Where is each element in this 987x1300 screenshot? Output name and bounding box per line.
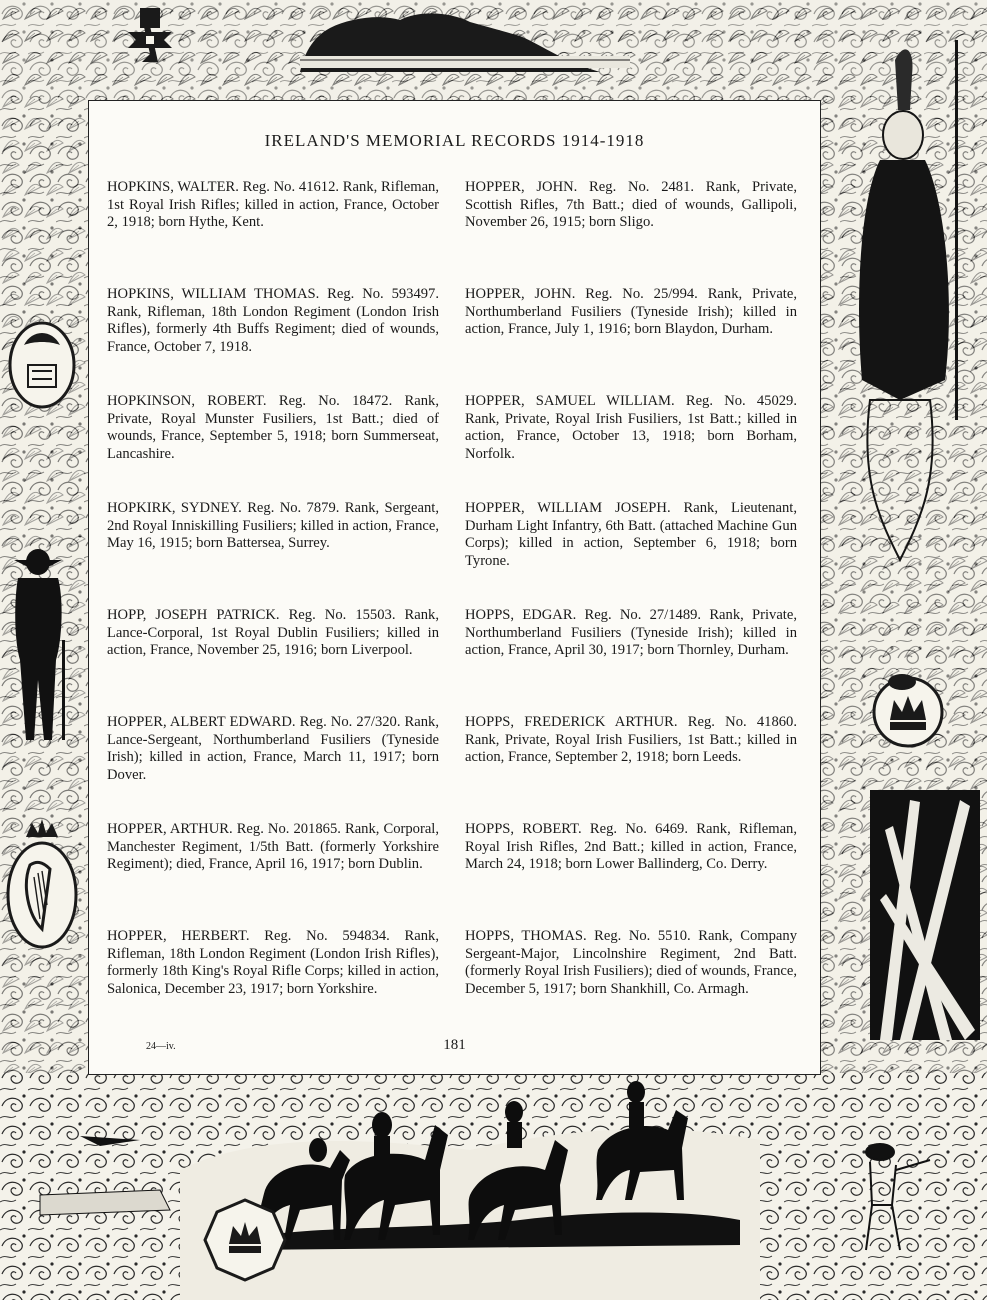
record-entry: HOPPS, FREDERICK ARTHUR. Reg. No. 41860. Rank, Private, Royal Irish Fusiliers, 1st Batt.; killed in action, France, September 2, 1918; born Leeds.	[465, 714, 797, 765]
record-entry: HOPPS, THOMAS. Reg. No. 5510. Rank, Company Sergeant-Major, Lincolnshire Regiment, 2nd Batt. (formerly Royal Irish Fusiliers); died of wounds, France, December 5, 1917; born Shankhill, Co. Armagh.	[465, 928, 797, 997]
page-title: IRELAND'S MEMORIAL RECORDS 1914-1918	[264, 131, 645, 150]
record-entry: HOPPS, EDGAR. Reg. No. 27/1489. Rank, Private, Northumberland Fusiliers (Tyneside Irish); killed in action, France, April 30, 1917; born Thornley, Durham.	[465, 607, 797, 658]
record-entry: HOPKINS, WALTER. Reg. No. 41612. Rank, Rifleman, 1st Royal Irish Rifles; killed in action, France, October 2, 1918; born Hythe, Kent.	[107, 179, 439, 230]
text-panel	[88, 100, 821, 1075]
page-number: 181	[443, 1037, 466, 1053]
record-entry: HOPP, JOSEPH PATRICK. Reg. No. 15503. Rank, Lance-Corporal, 1st Royal Dublin Fusiliers; killed in action, France, November 25, 1916; born Liverpool.	[107, 607, 439, 658]
record-entry: HOPKIRK, SYDNEY. Reg. No. 7879. Rank, Sergeant, 2nd Royal Inniskilling Fusiliers; killed in action, France, May 16, 1915; born Battersea, Surrey.	[107, 500, 439, 551]
record-entry: HOPKINS, WILLIAM THOMAS. Reg. No. 593497. Rank, Rifleman, 18th London Regiment (London Irish Rifles), formerly 4th Buffs Regiment; died of wounds, France, October 7, 1918.	[107, 286, 439, 355]
record-entry: HOPPER, HERBERT. Reg. No. 594834. Rank, Rifleman, 18th London Regiment (London Irish Rifles), formerly 18th King's Royal Rifle Corps; killed in action, Salonica, December 23, 1917; born Yorkshire.	[107, 928, 439, 997]
record-entry: HOPPER, JOHN. Reg. No. 25/994. Rank, Private, Northumberland Fusiliers (Tyneside Irish); killed in action, France, July 1, 1916; born Blaydon, Durham.	[465, 286, 797, 337]
record-entry: HOPPER, ALBERT EDWARD. Reg. No. 27/320. Rank, Lance-Sergeant, Northumberland Fusiliers (Tyneside Irish); killed in action, France, March 11, 1917; born Dover.	[107, 714, 439, 783]
left-column	[107, 179, 439, 1035]
signature-mark: 24—iv.	[146, 1041, 176, 1052]
record-entry: HOPPER, SAMUEL WILLIAM. Reg. No. 45029. Rank, Private, Royal Irish Fusiliers, 1st Batt.; killed in action, France, October 13, 1918; born Borham, Norfolk.	[465, 393, 797, 462]
record-entry: HOPPER, ARTHUR. Reg. No. 201865. Rank, Corporal, Manchester Regiment, 1/5th Batt. (formerly Yorkshire Regiment); died, France, April 16, 1917; born Dublin.	[107, 821, 439, 872]
right-column	[465, 179, 797, 1035]
record-entry: HOPPS, ROBERT. Reg. No. 6469. Rank, Rifleman, Royal Irish Rifles, 2nd Batt.; killed in action, France, March 24, 1918; born Lower Ballinderg, Co. Derry.	[465, 821, 797, 872]
record-entry: HOPKINSON, ROBERT. Reg. No. 18472. Rank, Private, Royal Munster Fusiliers, 1st Batt.; died of wounds, France, September 5, 1918; born Summerseat, Lancashire.	[107, 393, 439, 462]
record-entry: HOPPER, JOHN. Reg. No. 2481. Rank, Private, Scottish Rifles, 7th Batt.; died of wounds, Gallipoli, November 26, 1915; born Sligo.	[465, 179, 797, 230]
record-entry: HOPPER, WILLIAM JOSEPH. Rank, Lieutenant, Durham Light Infantry, 6th Batt. (attached Machine Gun Corps); killed in action, September 6, 1918; born Tyrone.	[465, 500, 797, 569]
